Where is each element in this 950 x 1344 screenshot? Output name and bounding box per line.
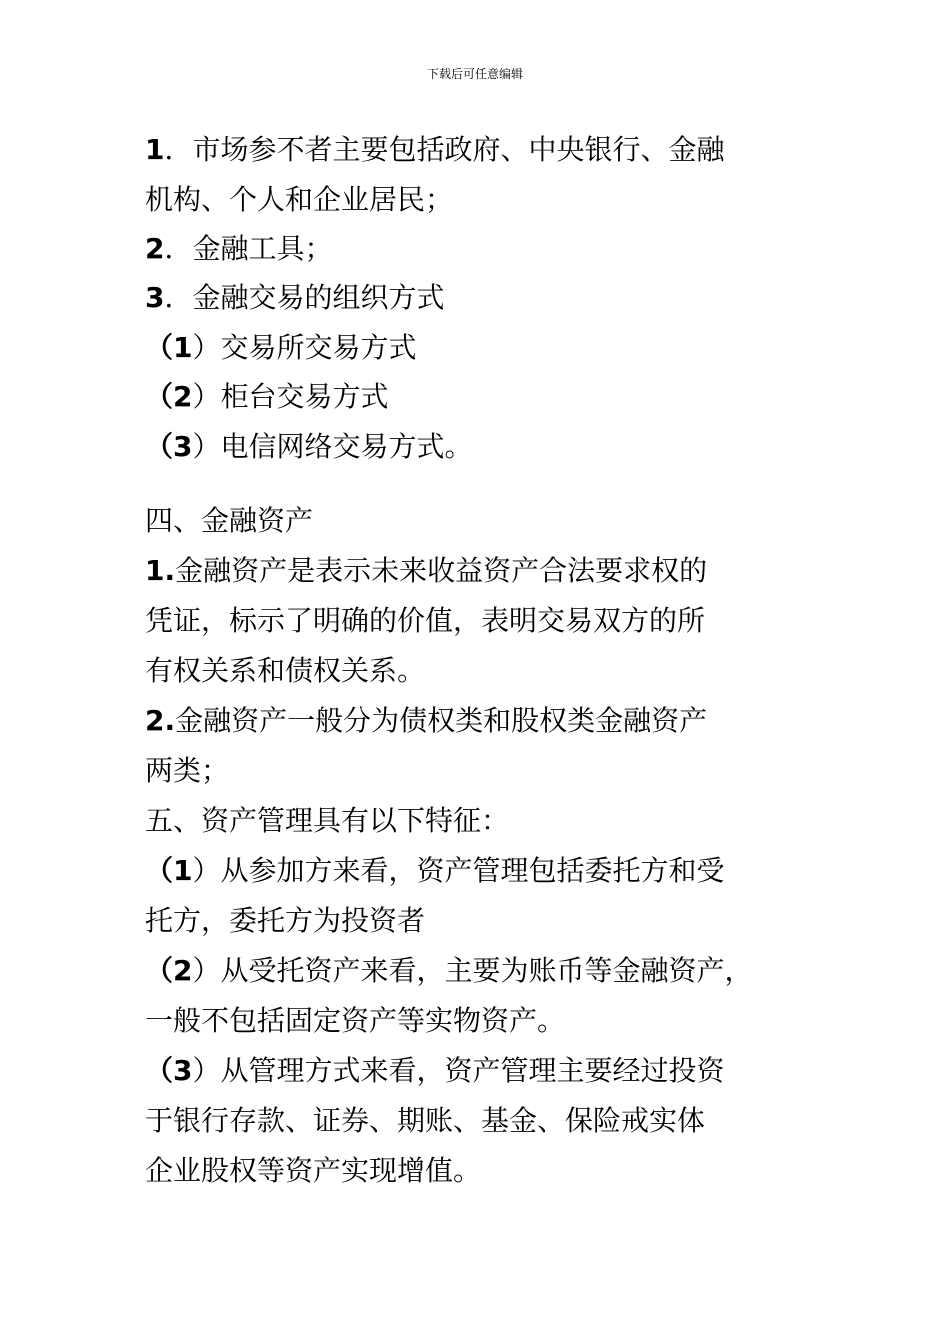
text-line: 企业股权等资产实现增值。 xyxy=(145,1154,482,1187)
text-line: （2）从受托资产来看，主要为账币等金融资产， xyxy=(145,954,753,987)
text-line: 机构、个人和企业居民； xyxy=(145,183,454,216)
text-line: （1）从参加方来看，资产管理包括委托方和受 xyxy=(145,854,725,887)
text-line: 于银行存款、证券、期账、基金、保险戒实体 xyxy=(145,1104,706,1137)
text-line: 托方，委托方为投资者 xyxy=(145,904,426,937)
section-heading: 四、金融资产 xyxy=(145,504,314,537)
section-heading: 五、资产管理具有以下特征： xyxy=(145,804,510,837)
text-line: 1.金融资产是表示未来收益资产合法要求权的 xyxy=(145,554,708,587)
page-header: 下载后可任意编辑 xyxy=(426,67,523,81)
text-line: 3．金融交易的组织方式 xyxy=(145,281,445,314)
text-line: 凭证，标示了明确的价值，表明交易双方的所 xyxy=(145,604,706,637)
text-line: （3）从管理方式来看，资产管理主要经过投资 xyxy=(145,1054,725,1087)
text-line: 1．市场参不者主要包括政府、中央银行、金融 xyxy=(145,133,725,166)
text-line: （1）交易所交易方式 xyxy=(145,331,417,364)
text-line: 2．金融工具； xyxy=(145,232,333,265)
text-line: 2.金融资产一般分为债权类和股权类金融资产 xyxy=(145,704,708,737)
text-line: （2）柜台交易方式 xyxy=(145,380,389,413)
text-line: 两类； xyxy=(145,754,230,787)
text-line: （3）电信网络交易方式。 xyxy=(145,430,473,463)
text-line: 有权关系和债权关系。 xyxy=(145,654,426,687)
text-line: 一般不包括固定资产等实物资产。 xyxy=(145,1004,566,1037)
